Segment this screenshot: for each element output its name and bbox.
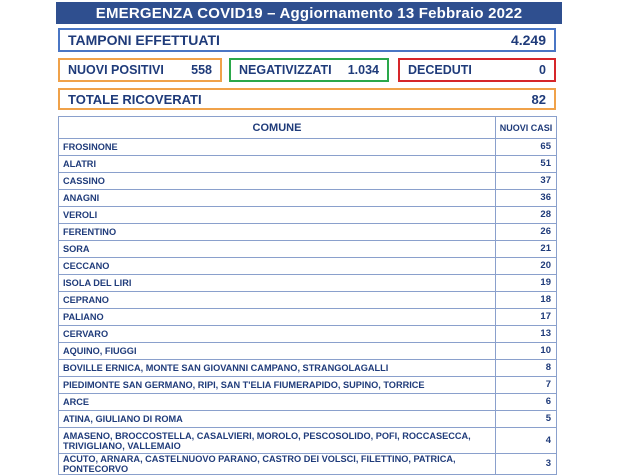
cell-nuovi-casi: 8 — [496, 360, 557, 377]
cell-comune: VEROLI — [59, 207, 496, 224]
cell-comune: PALIANO — [59, 309, 496, 326]
table-row — [59, 343, 557, 360]
cell-nuovi-casi: 28 — [496, 207, 557, 224]
cell-comune: AQUINO, FIUGGI — [59, 343, 496, 360]
table-row — [59, 411, 557, 428]
table-row — [59, 394, 557, 411]
cell-nuovi-casi: 37 — [496, 173, 557, 190]
table-row — [59, 309, 557, 326]
cell-nuovi-casi: 3 — [496, 454, 557, 475]
cell-comune: ARCE — [59, 394, 496, 411]
comuni-table — [58, 116, 557, 475]
page-title: EMERGENZA COVID19 – Aggiornamento 13 Febbraio 2022 — [56, 2, 562, 24]
cell-nuovi-casi: 51 — [496, 156, 557, 173]
ricoverati-value: 82 — [531, 91, 546, 107]
cell-comune: AMASENO, BROCCOSTELLA, CASALVIERI, MOROLO, PESCOSOLIDO, POFI, ROCCASECCA, TRIVIGLIANO, VALLEMAIO — [59, 428, 496, 454]
cell-comune: CEPRANO — [59, 292, 496, 309]
negativizzati-box — [229, 58, 389, 82]
cell-comune: ALATRI — [59, 156, 496, 173]
cell-nuovi-casi: 36 — [496, 190, 557, 207]
nuovi-positivi-box — [58, 58, 222, 82]
deceduti-box — [398, 58, 556, 82]
cell-comune: CASSINO — [59, 173, 496, 190]
header-comune: COMUNE — [59, 117, 496, 139]
cell-comune: BOVILLE ERNICA, MONTE SAN GIOVANNI CAMPANO, STRANGOLAGALLI — [59, 360, 496, 377]
cell-comune: ISOLA DEL LIRI — [59, 275, 496, 292]
cell-nuovi-casi: 6 — [496, 394, 557, 411]
ricoverati-box — [58, 88, 556, 110]
table-row — [59, 275, 557, 292]
table-row — [59, 190, 557, 207]
deceduti-value: 0 — [539, 63, 546, 77]
cell-comune: CECCANO — [59, 258, 496, 275]
cell-comune: SORA — [59, 241, 496, 258]
cell-comune: FROSINONE — [59, 139, 496, 156]
table-row — [59, 454, 557, 475]
negativizzati-label: NEGATIVIZZATI — [239, 63, 332, 77]
table-row — [59, 377, 557, 394]
negativizzati-value: 1.034 — [347, 63, 379, 77]
cell-nuovi-casi: 4 — [496, 428, 557, 454]
cell-nuovi-casi: 5 — [496, 411, 557, 428]
table-row — [59, 258, 557, 275]
cell-comune: FERENTINO — [59, 224, 496, 241]
table-body — [59, 139, 557, 475]
cell-nuovi-casi: 20 — [496, 258, 557, 275]
cell-nuovi-casi: 10 — [496, 343, 557, 360]
table-row — [59, 139, 557, 156]
cell-nuovi-casi: 18 — [496, 292, 557, 309]
cell-nuovi-casi: 17 — [496, 309, 557, 326]
table-row — [59, 224, 557, 241]
comuni-table-container — [58, 116, 556, 475]
header-nuovi-casi: NUOVI CASI — [496, 117, 557, 139]
table-row — [59, 207, 557, 224]
cell-nuovi-casi: 19 — [496, 275, 557, 292]
table-row — [59, 428, 557, 454]
cell-nuovi-casi: 65 — [496, 139, 557, 156]
cell-comune: ANAGNI — [59, 190, 496, 207]
table-header-row — [59, 117, 557, 139]
cell-comune: ATINA, GIULIANO DI ROMA — [59, 411, 496, 428]
cell-comune: ACUTO, ARNARA, CASTELNUOVO PARANO, CASTRO DEI VOLSCI, FILETTINO, PATRICA, PONTECORVO — [59, 454, 496, 475]
table-row — [59, 292, 557, 309]
table-row — [59, 156, 557, 173]
nuovi-positivi-label: NUOVI POSITIVI — [68, 63, 164, 77]
table-row — [59, 241, 557, 258]
cell-nuovi-casi: 13 — [496, 326, 557, 343]
nuovi-positivi-value: 558 — [191, 63, 212, 77]
table-row — [59, 173, 557, 190]
cell-nuovi-casi: 7 — [496, 377, 557, 394]
cell-comune: CERVARO — [59, 326, 496, 343]
cell-comune: PIEDIMONTE SAN GERMANO, RIPI, SAN T'ELIA FIUMERAPIDO, SUPINO, TORRICE — [59, 377, 496, 394]
deceduti-label: DECEDUTI — [408, 63, 472, 77]
table-row — [59, 360, 557, 377]
tamponi-label: TAMPONI EFFETTUATI — [68, 32, 220, 48]
cell-nuovi-casi: 26 — [496, 224, 557, 241]
tamponi-value: 4.249 — [510, 32, 546, 48]
table-row — [59, 326, 557, 343]
cell-nuovi-casi: 21 — [496, 241, 557, 258]
ricoverati-label: TOTALE RICOVERATI — [68, 91, 202, 107]
tamponi-box — [58, 28, 556, 52]
